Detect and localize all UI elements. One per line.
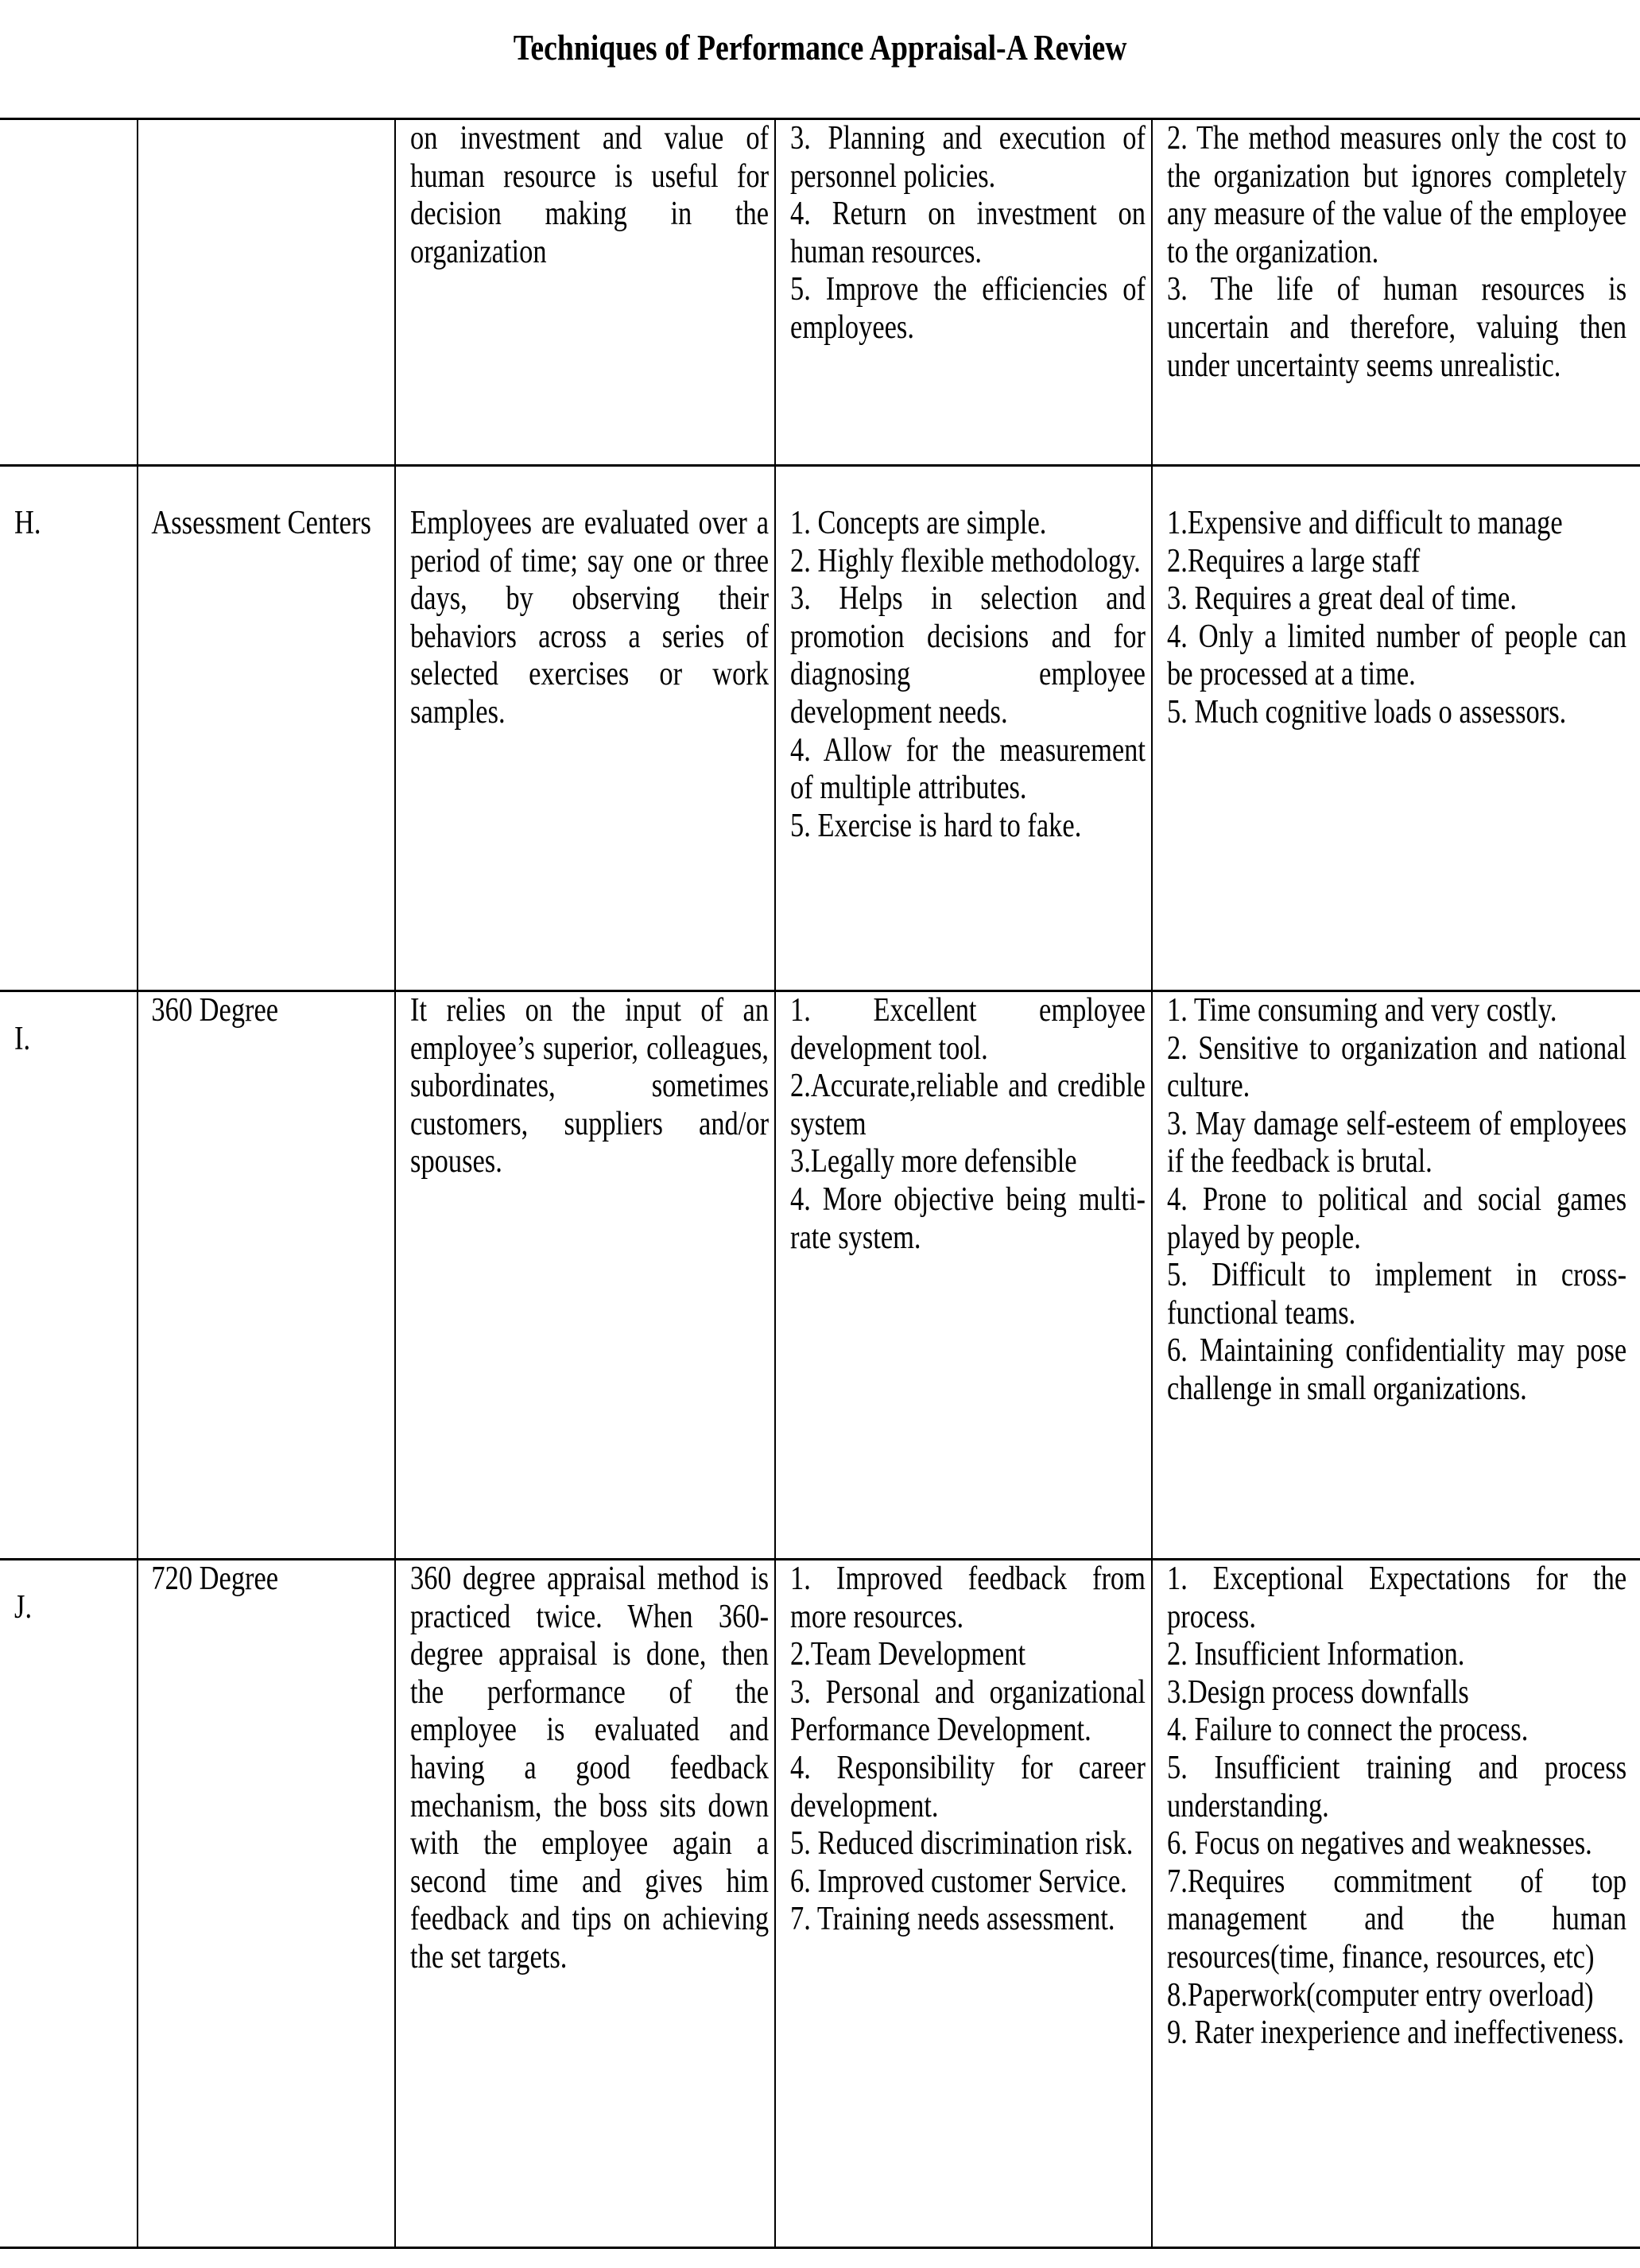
disadvantages-line: 2. The method measures only the cost to the organization but ignores completely any measure of the value of the employee to the organization. (1167, 120, 1627, 270)
description (395, 991, 775, 1560)
description-line: 360 degree appraisal method is practiced twice. When 360-degree appraisal is done, then the performance of the employee is evaluated and having a good feedback mechanism, the boss sits down with the employee again a second time and gives him feedback and tips on achieving the set targets. (410, 1560, 770, 1975)
advantages-line: 4. Responsibility for career development. (790, 1749, 1146, 1824)
description (395, 466, 775, 991)
disadvantages-line: 8.Paperwork(computer entry overload) (1167, 1976, 1594, 2014)
disadvantages-line: 2. Sensitive to organization and national culture. (1167, 1029, 1627, 1105)
appraisal-techniques-table (0, 118, 1640, 2249)
disadvantages (1152, 1560, 1640, 2248)
disadvantages (1152, 466, 1640, 991)
disadvantages-line: 4. Prone to political and social games played by people. (1167, 1181, 1627, 1256)
description (395, 1560, 775, 2248)
method-name-text: Assessment Centers (151, 505, 371, 541)
page-title: Techniques of Performance Appraisal-A Review (513, 27, 1127, 68)
disadvantages-line: 5. Difficult to implement in cross-functional teams. (1167, 1257, 1627, 1332)
method-name (138, 119, 395, 466)
method-name (138, 991, 395, 1560)
advantages-line: 4. Allow for the measurement of multiple attributes. (790, 731, 1146, 807)
disadvantages-line: 4. Failure to connect the process. (1167, 1712, 1529, 1749)
disadvantages-line: 3. May damage self-esteem of employees if the feedback is brutal. (1167, 1105, 1627, 1181)
row-id (0, 466, 138, 991)
method-name-text: 360 Degree (151, 992, 279, 1029)
advantages-line: 4. Return on investment on human resources. (790, 196, 1146, 270)
disadvantages-line: 9. Rater inexperience and ineffectiveness. (1167, 2014, 1625, 2052)
advantages (775, 119, 1152, 466)
advantages-line: 2. Highly flexible methodology. (790, 542, 1141, 580)
disadvantages-line: 3. The life of human resources is uncertain and therefore, valuing then under uncertainty seems unrealistic. (1167, 271, 1627, 384)
advantages-line: 2.Team Development (790, 1636, 1026, 1673)
disadvantages-line: 4. Only a limited number of people can be processed at a time. (1167, 618, 1627, 693)
advantages-line: 2.Accurate,reliable and credible system (790, 1068, 1146, 1142)
disadvantages-line: 1. Exceptional Expectations for the process. (1167, 1560, 1627, 1635)
method-name-text: 720 Degree (151, 1560, 279, 1597)
advantages-line: 3.Legally more defensible (790, 1143, 1077, 1181)
advantages-line: 7. Training needs assessment. (790, 1901, 1115, 1938)
advantages (775, 1560, 1152, 2248)
disadvantages-line: 2. Insufficient Information. (1167, 1636, 1465, 1673)
disadvantages-line: 6. Focus on negatives and weaknesses. (1167, 1825, 1592, 1863)
disadvantages-line: 5. Insufficient training and process understanding. (1167, 1749, 1627, 1824)
row-id (0, 991, 138, 1560)
table-row (0, 1560, 1640, 2248)
advantages-line: 6. Improved customer Service. (790, 1863, 1127, 1900)
method-name (138, 1560, 395, 2248)
advantages-line: 5. Exercise is hard to fake. (790, 807, 1082, 844)
table-row (0, 991, 1640, 1560)
method-name (138, 466, 395, 991)
disadvantages-line: 7.Requires commitment of top management and the human resources(time, finance, resources, etc) (1167, 1863, 1627, 1975)
disadvantages-line: 5. Much cognitive loads o assessors. (1167, 693, 1567, 731)
disadvantages-line: 3. Requires a great deal of time. (1167, 580, 1517, 618)
row-id (0, 119, 138, 466)
advantages-line: 1. Concepts are simple. (790, 505, 1047, 541)
description-line: on investment and value of human resource is useful for decision making in the organization (410, 120, 770, 270)
disadvantages-line: 1. Time consuming and very costly. (1167, 992, 1557, 1029)
table-row (0, 466, 1640, 991)
advantages-line: 3. Personal and organizational Performance Development. (790, 1673, 1146, 1749)
description-line: It relies on the input of an employee’s superior, colleagues, subordinates, sometimes customers, suppliers and/or spouses. (410, 992, 770, 1181)
advantages (775, 991, 1152, 1560)
disadvantages (1152, 119, 1640, 466)
disadvantages-line: 2.Requires a large staff (1167, 542, 1421, 580)
disadvantages-line: 3.Design process downfalls (1167, 1673, 1469, 1711)
advantages-line: 1. Excellent employee development tool. (790, 992, 1146, 1067)
advantages-line: 5. Improve the efficiencies of employees. (790, 271, 1146, 346)
disadvantages (1152, 991, 1640, 1560)
row-id (0, 1560, 138, 2248)
description-line: Employees are evaluated over a period of time; say one or three days, by observing their behaviors across a series of selected exercises or work samples. (410, 505, 770, 731)
advantages-line: 1. Improved feedback from more resources. (790, 1560, 1146, 1635)
row-id-text: I. (14, 1021, 31, 1057)
row-id-text: H. (14, 505, 41, 541)
disadvantages-line: 6. Maintaining confidentiality may pose challenge in small organizations. (1167, 1332, 1627, 1407)
table-row (0, 119, 1640, 466)
advantages-line: 3. Helps in selection and promotion decisions and for diagnosing employee development needs. (790, 580, 1146, 731)
advantages-line: 5. Reduced discrimination risk. (790, 1825, 1134, 1863)
row-id-text: J. (14, 1589, 33, 1626)
advantages-line: 3. Planning and execution of personnel policies. (790, 120, 1146, 195)
disadvantages-line: 1.Expensive and difficult to manage (1167, 505, 1563, 541)
description (395, 119, 775, 466)
advantages-line: 4. More objective being multi-rate system. (790, 1181, 1146, 1256)
advantages (775, 466, 1152, 991)
